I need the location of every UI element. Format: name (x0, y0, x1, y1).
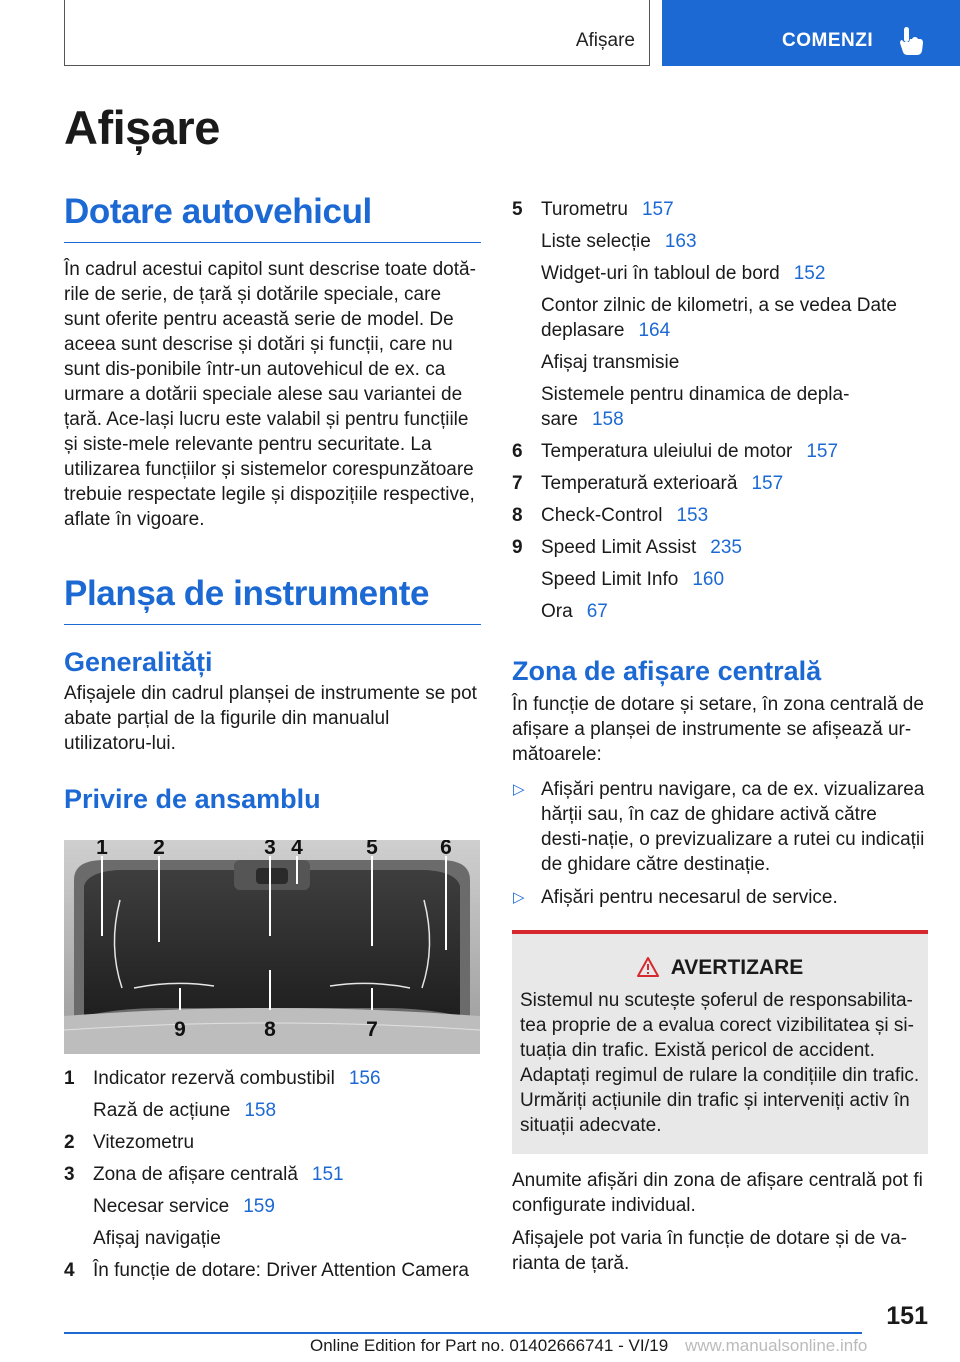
legend-item-page-link[interactable]: 235 (710, 537, 742, 558)
footer-edition: Online Edition for Part no. 01402666741 - VI/19 (310, 1336, 669, 1355)
footer-watermark: www.manualsonline.info (685, 1336, 868, 1355)
callout-4: 4 (291, 840, 303, 859)
legend-item-page-link[interactable]: 158 (244, 1100, 277, 1121)
legend-item (64, 1258, 481, 1283)
triangle-bullet-icon: ▷ (513, 781, 525, 798)
hand-pointer-icon (898, 26, 924, 56)
legend-item (512, 567, 928, 592)
footer-divider (64, 1332, 862, 1334)
legend-item-text: Contor zilnic de kilometri, a se vedea Date deplasare (541, 295, 897, 341)
bullet-text: Afișări pentru necesarul de service. (541, 887, 838, 908)
legend-item-page-link[interactable]: 159 (243, 1196, 275, 1217)
legend-item-number: 1 (64, 1068, 75, 1089)
legend-item (512, 503, 928, 528)
paragraph-varia: Afișajele pot varia în funcție de dotare și de va-rianta de țară. (512, 1228, 908, 1274)
legend-item (512, 535, 928, 560)
legend-item-number: 6 (512, 441, 523, 462)
legend-item-text: Vitezometru (93, 1132, 195, 1153)
legend-item (64, 1162, 481, 1187)
legend-item-text: Temperatura uleiului de motor (541, 441, 793, 462)
legend-item-page-link[interactable]: 164 (638, 320, 671, 341)
legend-item (512, 599, 928, 624)
legend-item (64, 1194, 481, 1219)
paragraph-generalitati: Afișajele din cadrul planșei de instrumente se pot abate parțial de la figurile din manualul utilizatoru-lui. (64, 683, 477, 754)
callout-9: 9 (174, 1018, 186, 1041)
warning-title: AVERTIZARE (670, 956, 804, 979)
legend-item-number: 4 (64, 1260, 75, 1281)
legend-item-text: Speed Limit Info (541, 569, 679, 590)
warning-triangle-icon (637, 957, 659, 977)
heading-plansa-instrumente: Planșa de instrumente (64, 572, 481, 625)
legend-item-text: Liste selecție (541, 231, 651, 252)
bullet-item (512, 777, 928, 877)
header-tab-comenzi[interactable] (662, 0, 960, 66)
paragraph-zona: În funcție de dotare și setare, în zona centrală de afișare a planșei de instrumente se afișează ur-mătoarele: (512, 694, 924, 765)
callout-6: 6 (440, 840, 452, 859)
left-column (64, 190, 481, 1283)
legend-item (512, 471, 928, 496)
legend-item-number: 3 (64, 1164, 75, 1185)
legend-item-text: Afișaj transmisie (541, 352, 680, 373)
legend-item-text: Afișaj navigație (93, 1228, 221, 1249)
heading-zona-afisare-centrala: Zona de afișare centrală (512, 656, 822, 686)
bullet-list (512, 777, 928, 910)
legend-item (512, 229, 928, 254)
legend-item-page-link[interactable]: 151 (311, 1164, 344, 1185)
legend-item-page-link[interactable]: 157 (806, 441, 839, 462)
legend-item (64, 1098, 481, 1123)
legend-item (512, 439, 928, 464)
legend-item (64, 1066, 481, 1091)
legend-item-number: 2 (64, 1132, 75, 1153)
legend-item-text: Indicator rezervă combustibil (93, 1068, 335, 1089)
legend-item-text: Zona de afișare centrală (93, 1164, 298, 1185)
paragraph-configurate: Anumite afișări din zona de afișare centrală pot fi configurate individual. (512, 1170, 923, 1216)
paragraph-dotare: În cadrul acestui capitol sunt descrise toate dotă-rile de serie, de țară și dotările speciale, care sunt oferite pentru această serie de model. De aceea sunt descrise și dotări și funcții, care nu sunt dis-ponibile într-un autovehicul de ex. ca urmare a dotării speciale alese sau variantei de țară. Ace-lași lucru este valabil și pentru funcțiile și siste-mele relevante pentru securitate. La utilizarea funcțiilor și sistemelor corespunzătoare trebuie respectate legile și dispozițiile respective, aflate în vigoare. (64, 259, 476, 530)
bullet-item (512, 885, 928, 910)
instrument-cluster-figure (64, 840, 480, 1054)
legend-item-page-link[interactable]: 67 (586, 601, 608, 622)
legend-item (64, 1130, 481, 1155)
legend-item-text: Rază de acțiune (93, 1100, 231, 1121)
legend-item-page-link[interactable]: 153 (676, 505, 709, 526)
legend-item (512, 382, 928, 432)
header-tab-label: COMENZI (782, 30, 874, 51)
legend-item-page-link[interactable]: 152 (793, 263, 826, 284)
heading-dotare-autovehicul: Dotare autovehicul (64, 190, 481, 243)
legend-item (64, 1226, 481, 1251)
legend-item-text: Speed Limit Assist (541, 537, 697, 558)
legend-item (512, 197, 928, 222)
page-number: 151 (886, 1302, 928, 1330)
legend-list-right (512, 197, 928, 624)
triangle-bullet-icon: ▷ (513, 889, 525, 906)
legend-item-number: 9 (512, 537, 523, 558)
legend-item-text: Check-Control (541, 505, 663, 526)
legend-item-page-link[interactable]: 157 (641, 199, 674, 220)
legend-item-page-link[interactable]: 158 (591, 409, 624, 430)
legend-item-page-link[interactable]: 157 (751, 473, 784, 494)
callout-3: 3 (264, 840, 276, 859)
legend-item (512, 261, 928, 286)
legend-item-text: Turometru (541, 199, 628, 220)
callout-8: 8 (264, 1018, 276, 1041)
warning-text: Sistemul nu scutește șoferul de responsabilita-tea proprie de a evalua corect vizibilitatea și si-tuația din trafic. Există pericol de accident. Adaptați regimul de rulare la condițiile din trafic. Urmăriți acțiunile din trafic și interveniți activ în situații adecvate. (520, 990, 920, 1136)
header-section-box (64, 0, 650, 66)
legend-item-text: Ora (541, 601, 573, 622)
page-title: Afișare (64, 101, 220, 154)
legend-item-page-link[interactable]: 160 (692, 569, 725, 590)
legend-item-text: În funcție de dotare: Driver Attention Camera (93, 1260, 469, 1281)
legend-item-page-link[interactable]: 156 (348, 1068, 381, 1089)
callout-7: 7 (366, 1018, 378, 1041)
legend-item-page-link[interactable]: 163 (664, 231, 697, 252)
legend-item-number: 5 (512, 199, 523, 220)
legend-item-text: Sistemele pentru dinamica de depla-sare (541, 384, 850, 430)
warning-box (512, 930, 928, 1154)
legend-item (512, 293, 928, 343)
heading-privire-ansamblu: Privire de ansamblu (64, 784, 321, 814)
heading-generalitati: Generalități (64, 647, 213, 677)
legend-item-number: 8 (512, 505, 523, 526)
right-column (512, 197, 928, 1276)
callout-2: 2 (153, 840, 165, 859)
legend-item (512, 350, 928, 375)
legend-item-text: Necesar service (93, 1196, 230, 1217)
warning-header (520, 956, 920, 980)
callout-5: 5 (366, 840, 378, 859)
legend-list-left (64, 1066, 481, 1283)
header-section-title: Afișare (575, 30, 635, 51)
bullet-text: Afișări pentru navigare, ca de ex. vizualizarea hărții sau, în caz de ghidare activă către desti-nație, o previzualizare a rutei cu indicații de ghidare către destinație. (541, 779, 925, 875)
legend-item-number: 7 (512, 473, 523, 494)
legend-item-text: Temperatură exterioară (541, 473, 738, 494)
callout-1: 1 (96, 840, 108, 859)
legend-item-text: Widget-uri în tabloul de bord (541, 263, 780, 284)
